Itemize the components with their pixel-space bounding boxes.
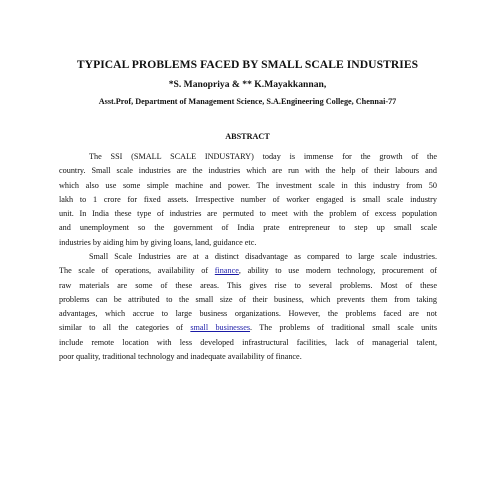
paragraph-2-text: . The problems of traditional small scale units [250,323,437,333]
paragraph-2-line [59,321,437,335]
paragraph-1-line: country. Small scale industries are the industries which are run with the help of their labours and [59,166,437,176]
paragraph-2-line: raw materials are some of these areas. This gives rise to several problems. Most of these [59,280,437,290]
author-affiliation: Asst.Prof, Department of Management Science, S.A.Engineering College, Chennai-77 [98,97,397,106]
paragraph-1-line: lakh to 1 crore for fixed assets. Irrespective number of worker engaged is small scale industry [59,194,437,204]
paragraph-2-text: similar to all the categories of [59,323,191,333]
abstract-heading: ABSTRACT [225,132,270,141]
paragraph-2-line: problems can be attributed to the small size of their business, which prevents them from taking [59,294,437,304]
paper-title: TYPICAL PROBLEMS FACED BY SMALL SCALE INDUSTRIES [76,58,419,71]
paragraph-1-line: and unemployment so the government of India prate entrepreneur to step up small scale [59,223,437,233]
paragraph-2-line [59,264,437,278]
abstract-paragraph-1 [59,150,437,250]
paragraph-1-line: which also use some simple machine and power. The investment scale in this industry from 50 [59,180,437,190]
finance-link[interactable]: finance [214,266,239,276]
paragraph-2-text: The scale of operations, availability of [59,266,215,276]
abstract-paragraph-2 [59,250,437,364]
small-businesses-link[interactable]: small businesses [190,323,251,333]
paragraph-2-line: Small Scale Industries are at a distinct disadvantage as compared to large scale industries. [89,252,437,261]
paragraph-1-line: unit. In India these type of industries are permuted to meet with the problem of excess population [59,209,437,219]
paragraph-1-line: The SSI (SMALL SCALE INDUSTARY) today is immense for the growth of the [89,152,437,161]
paper-authors: *S. Manopriya & ** K.Mayakkannan, [168,79,327,90]
paragraph-2-line: include remote location with less developed infrastructural facilities, lack of managerial talent, [59,337,437,347]
paragraph-2-line: advantages, which accrue to large business organizations. However, the problems faced are not [59,309,437,319]
paragraph-1-line: industries by aiding him by giving loans, land, guidance etc. [59,237,257,247]
paragraph-2-text: , ability to use modern technology, procurement of [238,266,437,276]
paragraph-2-line: poor quality, traditional technology and inadequate availability of finance. [59,352,302,362]
